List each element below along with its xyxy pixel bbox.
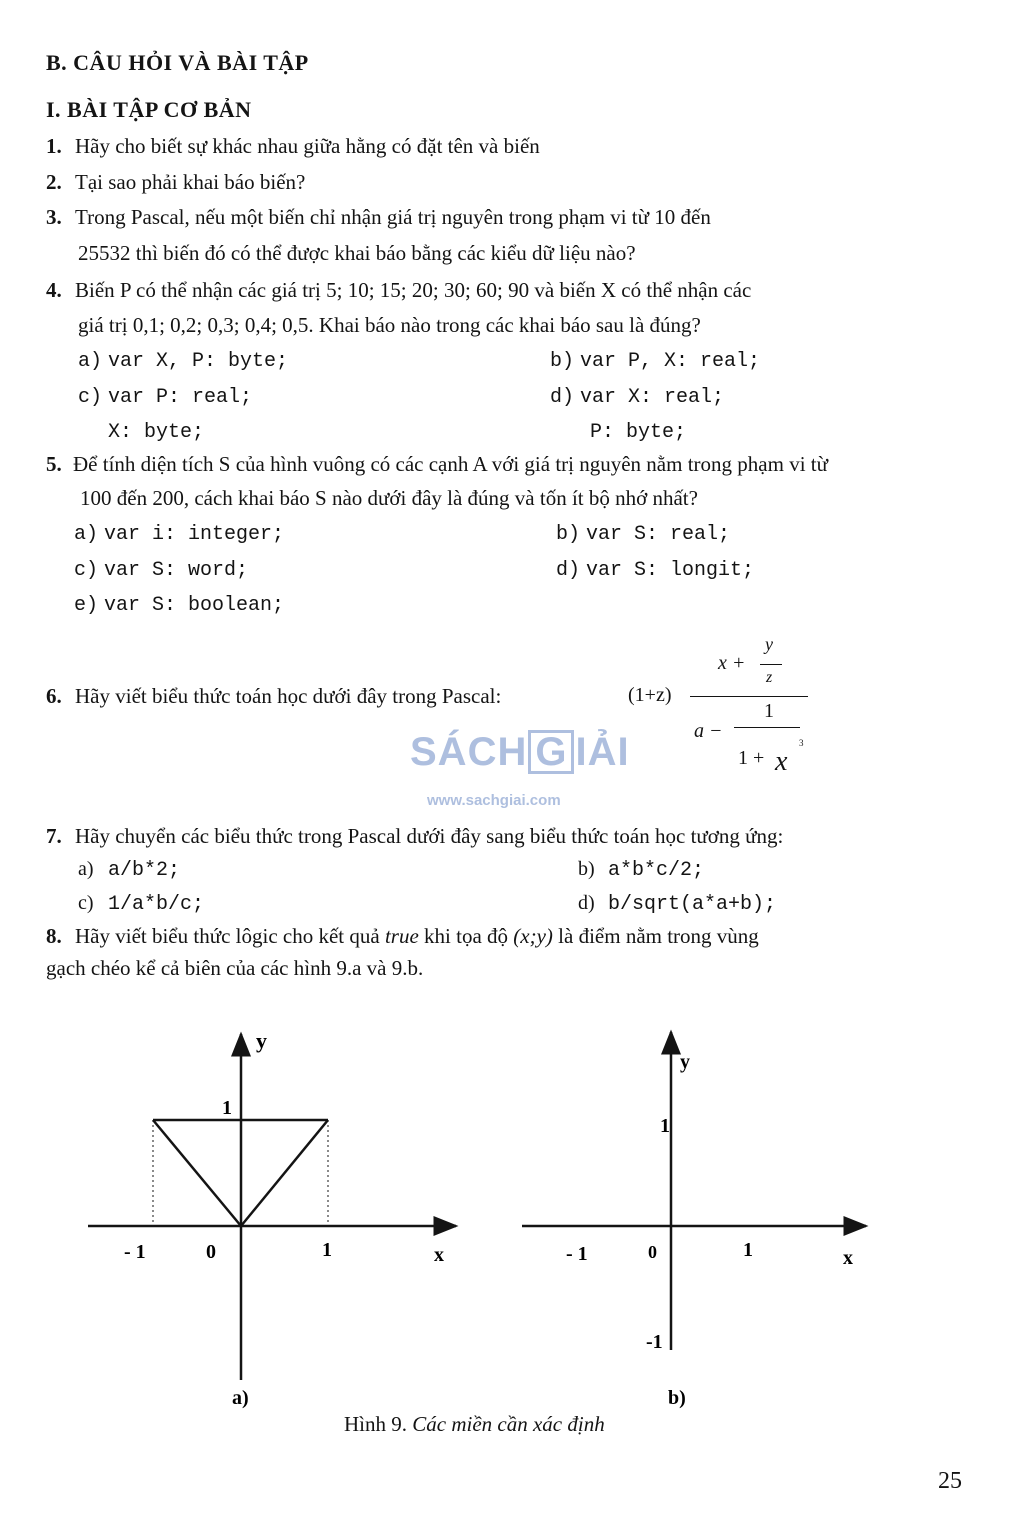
question-8: 8. Hãy viết biểu thức lôgic cho kết quả true khi tọa độ (x;y) là điểm nằm trong vùng	[46, 924, 759, 948]
figure-b-x-label: x	[843, 1247, 853, 1269]
figure-a-one-y: 1	[222, 1097, 232, 1119]
figure-a-one-x: 1	[322, 1239, 332, 1261]
question-3	[46, 205, 711, 230]
question-text-line2: giá trị 0,1; 0,2; 0,3; 0,4; 0,5. Khai báo nào trong các khai báo sau là đúng?	[78, 313, 701, 337]
formula-prefix: (1+z)	[628, 684, 672, 706]
question-text: Hãy viết biểu thức toán học dưới đây trong Pascal:	[75, 684, 502, 708]
option-c: c) var P: real;	[78, 386, 253, 409]
question-number: 1.	[46, 134, 62, 158]
question-5	[46, 452, 828, 477]
formula-num-y: y	[765, 634, 773, 654]
figure-a-left-edge	[153, 1120, 241, 1226]
figure-b-minus-one: - 1	[566, 1243, 588, 1265]
option-a: a) var i: integer;	[74, 523, 285, 546]
formula-num-x: x +	[718, 652, 746, 674]
question-7	[46, 824, 783, 849]
figure-a-minus-one: - 1	[124, 1241, 146, 1263]
option-d: d) var X: real;	[550, 386, 725, 409]
question-text: Hãy cho biết sự khác nhau giữa hằng có đặt tên và biến	[75, 134, 540, 158]
question-number: 8.	[46, 924, 62, 948]
figure-b-one-x: 1	[743, 1239, 753, 1261]
option-e: e) var S: boolean;	[74, 594, 285, 617]
figure-a-caption: a)	[232, 1387, 249, 1409]
formula-main-fraction-bar	[690, 696, 808, 697]
figure-a-zero: 0	[206, 1241, 216, 1263]
figure-b-minus-one-y: -1	[646, 1331, 663, 1353]
page-number: 25	[938, 1468, 962, 1494]
figure-b-zero: 0	[648, 1242, 657, 1262]
question-text-line2: 100 đến 200, cách khai báo S nào dưới đây là đúng và tốn ít bộ nhớ nhất?	[80, 486, 698, 510]
question-text-line2: 25532 thì biến đó có thể được khai báo bằng các kiểu dữ liệu nào?	[78, 241, 636, 265]
question-2	[46, 170, 305, 195]
formula-den-fraction-bar	[734, 727, 800, 728]
option-d-line2: P: byte;	[590, 421, 687, 444]
formula-den-1plus: 1 +	[738, 747, 765, 769]
option-b: b) var P, X: real;	[550, 350, 761, 373]
question-6	[46, 684, 501, 709]
subsection-title: I. BÀI TẬP CƠ BẢN	[46, 97, 252, 122]
option-b: b) a*b*c/2;	[578, 858, 705, 882]
figures	[0, 1020, 1024, 1440]
figure-b-y-label: y	[680, 1051, 690, 1073]
question-text-line1: Để tính diện tích S của hình vuông có các cạnh A với giá trị nguyên nằm trong phạm vi từ	[73, 452, 828, 476]
figure-a-y-label: y	[256, 1028, 267, 1053]
section-title: B. CÂU HỎI VÀ BÀI TẬP	[46, 50, 309, 75]
question-number: 6.	[46, 684, 62, 708]
question-number: 3.	[46, 205, 62, 229]
option-a: a) var X, P: byte;	[78, 350, 289, 373]
question-text-line1: Biến P có thể nhận các giá trị 5; 10; 15; 20; 30; 60; 90 và biến X có thể nhận các	[75, 278, 752, 302]
question-text-line2: gạch chéo kể cả biên của các hình 9.a và 9.b.	[46, 956, 424, 980]
question-4	[46, 278, 751, 303]
option-a: a) a/b*2;	[78, 858, 181, 882]
watermark-url: www.sachgiai.com	[427, 792, 561, 809]
option-c: c) 1/a*b/c;	[78, 892, 205, 916]
option-c-line2: X: byte;	[108, 421, 205, 444]
figure-a	[88, 1028, 456, 1409]
question-number: 4.	[46, 278, 62, 302]
question-number: 5.	[46, 452, 62, 476]
question-text-line1: Trong Pascal, nếu một biến chỉ nhận giá trị nguyên trong phạm vi từ 10 đến	[75, 205, 711, 229]
figure-a-right-edge	[241, 1120, 328, 1226]
formula-den-exponent: 3	[799, 738, 804, 748]
question-number: 2.	[46, 170, 62, 194]
keyword-true: true	[384, 924, 419, 948]
figure-caption: Hình 9. Các miền cần xác định	[344, 1412, 605, 1436]
question-text: Tại sao phải khai báo biến?	[75, 170, 306, 194]
coordinate-xy: (x;y)	[513, 924, 553, 948]
watermark-logo: SÁCH G IẢI	[410, 730, 630, 774]
watermark-logo-g-box: G	[528, 730, 574, 774]
option-c: c) var S: word;	[74, 559, 249, 582]
figure-b-caption: b)	[668, 1387, 686, 1409]
figure-a-x-label: x	[434, 1244, 444, 1266]
option-b: b) var S: real;	[556, 523, 731, 546]
formula-den-a: a −	[694, 720, 723, 742]
figure-b	[522, 1032, 866, 1409]
option-d: d) var S: longit;	[556, 559, 755, 582]
formula-den-x: x	[775, 746, 788, 777]
question-text: Hãy chuyển các biểu thức trong Pascal dưới đây sang biểu thức toán học tương ứng:	[75, 824, 784, 848]
question-number: 7.	[46, 824, 62, 848]
formula-inner-fraction-bar	[760, 664, 782, 665]
figure-b-one-y: 1	[660, 1115, 670, 1137]
question-1	[46, 134, 540, 159]
formula-den-1: 1	[764, 700, 774, 722]
formula-num-z: z	[766, 669, 773, 686]
option-d: d) b/sqrt(a*a+b);	[578, 892, 777, 916]
